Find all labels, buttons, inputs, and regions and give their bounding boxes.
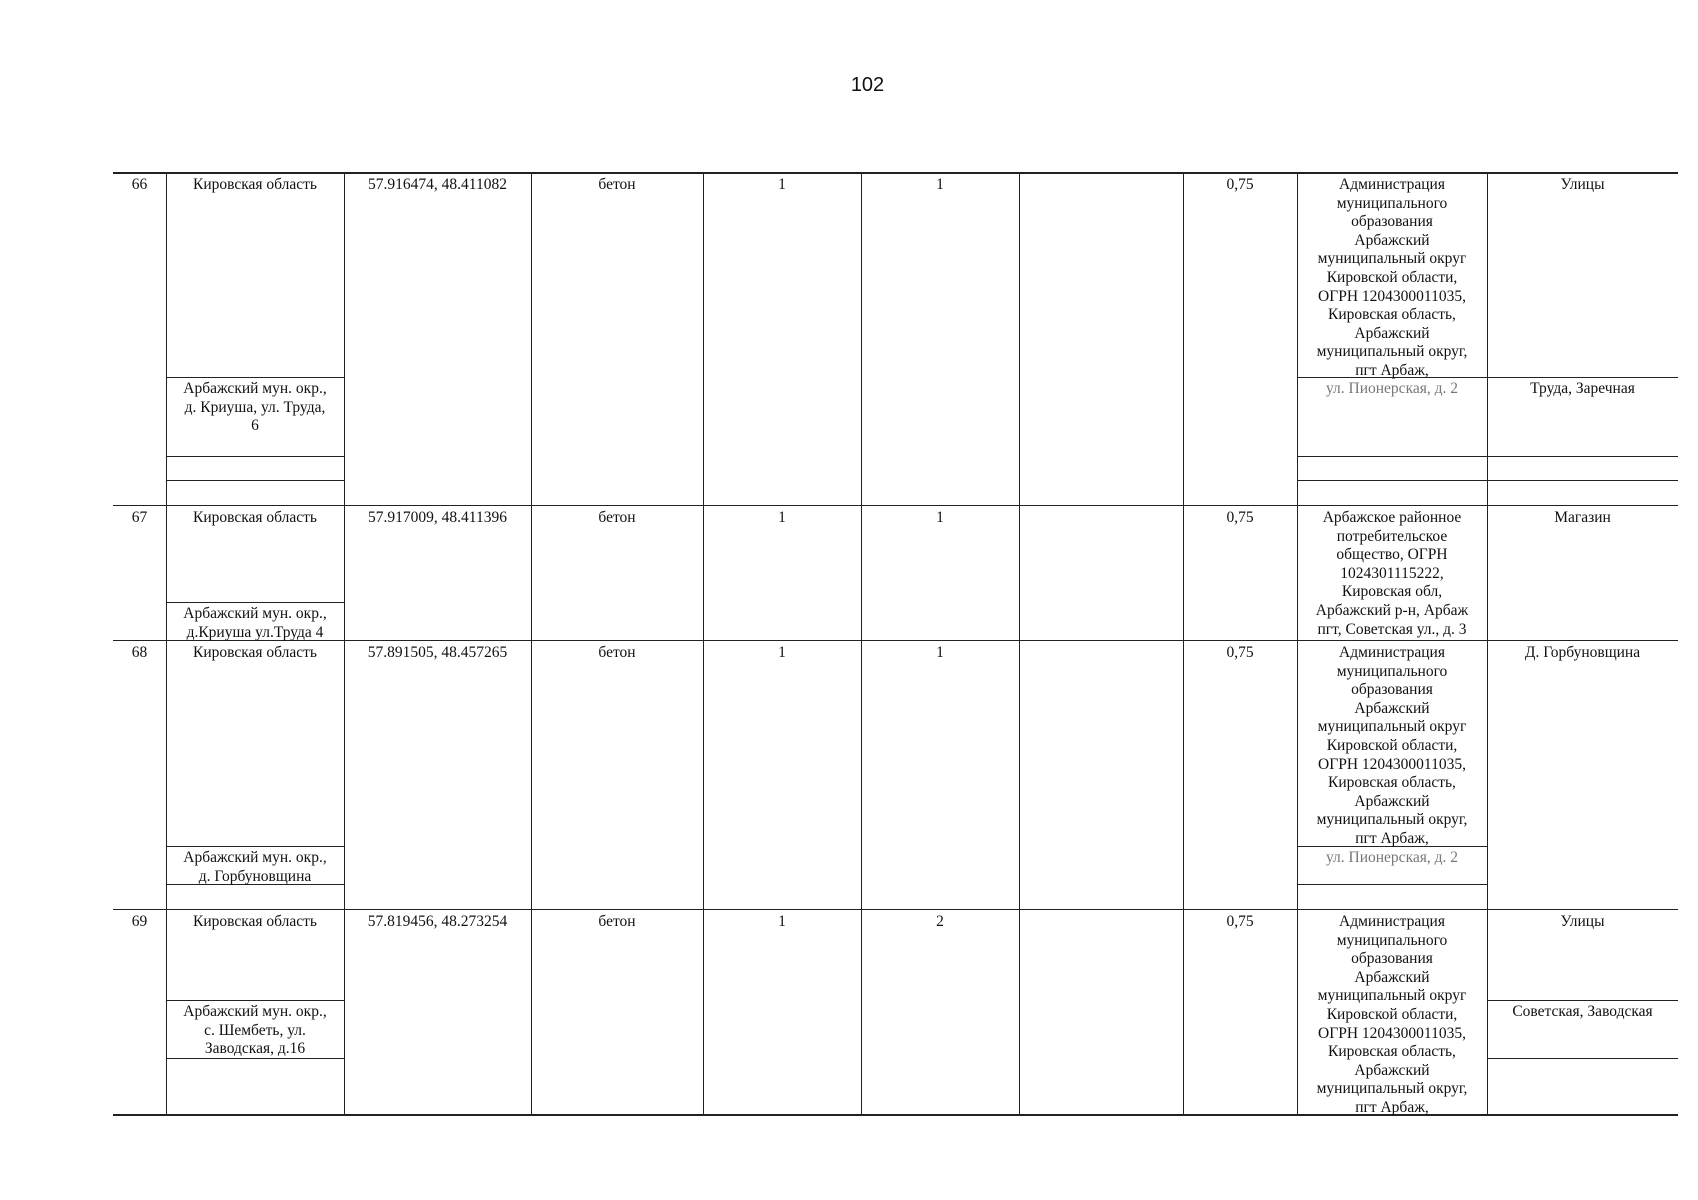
count-cell: 1 <box>778 644 786 661</box>
owner-cell-line: Кировская область, <box>1328 774 1456 792</box>
owner-cell-line: Арбажский <box>1354 792 1430 810</box>
owner-cell-line: муниципальный округ <box>1317 987 1467 1005</box>
served-cell: Улицы <box>1560 176 1605 193</box>
surface-cell: бетон <box>598 913 636 930</box>
region-cell: Кировская область <box>192 913 317 930</box>
owner-cell-line: общество, ОГРН <box>1336 546 1448 564</box>
owner-cell-line: муниципальный округ <box>1317 250 1467 268</box>
row-separator <box>113 505 1678 506</box>
table-top-border <box>113 172 1678 174</box>
owner-cell-line: муниципального <box>1336 931 1448 949</box>
owner-cell-line: Администрация <box>1339 913 1445 930</box>
served-tail-cell: Труда, Заречная <box>1530 380 1635 397</box>
coordinates-cell: 57.819456, 48.273254 <box>367 913 508 930</box>
owner-cell-line: образования <box>1351 213 1433 231</box>
area-cell: 0,75 <box>1226 644 1254 661</box>
owner-cell-line: Арбажский <box>1354 324 1430 342</box>
owner-cell-line: Кировской области, <box>1326 269 1458 286</box>
surface-cell: бетон <box>598 509 636 526</box>
owner-cell-line: Арбажское районное <box>1322 509 1462 526</box>
owner-cell-line: Арбажский р-н, Арбаж <box>1315 602 1469 619</box>
owner-cell-line: ОГРН 1204300011035, <box>1318 1024 1466 1042</box>
owner-cell-line: Кировской области, <box>1326 1006 1458 1023</box>
column-rule <box>1019 172 1020 1115</box>
owner-cell-line: Арбажский <box>1354 699 1430 717</box>
count-cell: 1 <box>936 644 944 661</box>
subcell-rule <box>166 480 344 481</box>
owner-tail-cell: ул. Пионерская, д. 2 <box>1325 380 1459 397</box>
row-separator <box>113 909 1678 910</box>
address-cell-line: Арбажский мун. окр., <box>183 605 327 622</box>
row-number: 68 <box>131 644 148 661</box>
owner-cell-line: Арбажский <box>1354 968 1430 986</box>
subcell-rule <box>1487 1058 1678 1059</box>
area-cell: 0,75 <box>1226 509 1254 526</box>
owner-cell-line: Арбажский <box>1354 231 1430 249</box>
owner-cell-line: Кировская область, <box>1328 1043 1456 1061</box>
owner-tail-cell: ул. Пионерская, д. 2 <box>1325 849 1459 866</box>
owner-cell-line: муниципальный округ, <box>1316 811 1468 829</box>
count-cell: 1 <box>778 913 786 930</box>
count-cell: 1 <box>936 509 944 526</box>
address-cell-line: Арбажский мун. окр., <box>183 380 327 397</box>
subcell-rule <box>1297 480 1678 481</box>
region-cell: Кировская область <box>192 509 317 526</box>
address-cell-line: д.Криуша ул.Труда 4 <box>186 623 324 641</box>
owner-cell-line: 1024301115222, <box>1340 564 1444 582</box>
area-cell: 0,75 <box>1226 176 1254 193</box>
owner-cell-line: Администрация <box>1339 644 1445 661</box>
coordinates-cell: 57.891505, 48.457265 <box>367 644 508 661</box>
region-cell: Кировская область <box>192 644 317 661</box>
coordinates-cell: 57.917009, 48.411396 <box>368 509 507 526</box>
area-cell: 0,75 <box>1226 913 1254 930</box>
subcell-rule <box>1487 1000 1678 1001</box>
owner-cell-line: пгт Арбаж, <box>1355 1099 1429 1116</box>
address-cell-line: Арбажский мун. окр., <box>183 849 327 866</box>
row-separator <box>113 640 1678 641</box>
count-cell: 1 <box>936 176 944 193</box>
owner-cell-line: ОГРН 1204300011035, <box>1318 755 1466 773</box>
count-cell: 1 <box>778 176 786 193</box>
owner-cell-line: ОГРН 1204300011035, <box>1318 287 1466 305</box>
subcell-rule <box>166 846 344 847</box>
surface-cell: бетон <box>598 176 636 193</box>
subcell-rule <box>166 377 344 378</box>
owner-cell-line: Кировской области, <box>1326 737 1458 754</box>
subcell-rule <box>166 456 344 457</box>
page-number: 102 <box>850 74 885 96</box>
owner-cell-line: Администрация <box>1339 176 1445 193</box>
served-tail-cell: Советская, Заводская <box>1512 1003 1653 1020</box>
owner-cell-line: пгт, Советская ул., д. 3 <box>1317 620 1467 638</box>
owner-cell-line: образования <box>1351 950 1433 968</box>
served-cell: Д. Горбуновщина <box>1524 644 1641 661</box>
owner-cell-line: Кировская обл, <box>1341 583 1443 601</box>
subcell-rule <box>1297 884 1487 885</box>
region-cell: Кировская область <box>192 176 317 193</box>
subcell-rule <box>1297 456 1678 457</box>
owner-cell-line: муниципального <box>1336 662 1448 680</box>
owner-cell-line: Арбажский <box>1354 1061 1430 1079</box>
served-cell: Магазин <box>1554 509 1611 526</box>
owner-cell-line: муниципальный округ <box>1317 718 1467 736</box>
owner-cell-line: муниципального <box>1336 194 1448 212</box>
row-number: 66 <box>131 176 148 193</box>
owner-cell-line: муниципальный округ, <box>1316 343 1468 361</box>
subcell-rule <box>166 602 344 603</box>
address-cell-line: д. Горбуновщина <box>198 867 312 885</box>
address-cell-line: д. Криуша, ул. Труда, <box>184 398 326 416</box>
owner-cell-line: муниципальный округ, <box>1316 1080 1468 1098</box>
address-cell-line: 6 <box>251 417 259 435</box>
address-cell-line: Арбажский мун. окр., <box>183 1003 327 1020</box>
count-cell: 2 <box>936 913 944 930</box>
owner-cell-line: потребительское <box>1336 527 1448 545</box>
owner-cell-line: образования <box>1351 681 1433 699</box>
row-number: 67 <box>131 509 148 526</box>
owner-cell-line: Кировская область, <box>1328 306 1456 324</box>
address-cell-line: Заводская, д.16 <box>204 1040 306 1058</box>
owner-cell-line: пгт Арбаж, <box>1355 362 1429 379</box>
count-cell: 1 <box>778 509 786 526</box>
subcell-rule <box>166 1000 344 1001</box>
owner-cell-line: пгт Арбаж, <box>1355 830 1429 847</box>
served-cell: Улицы <box>1560 913 1605 930</box>
address-cell-line: с. Шембеть, ул. <box>204 1021 306 1039</box>
surface-cell: бетон <box>598 644 636 661</box>
row-number: 69 <box>131 913 148 930</box>
coordinates-cell: 57.916474, 48.411082 <box>368 176 507 193</box>
